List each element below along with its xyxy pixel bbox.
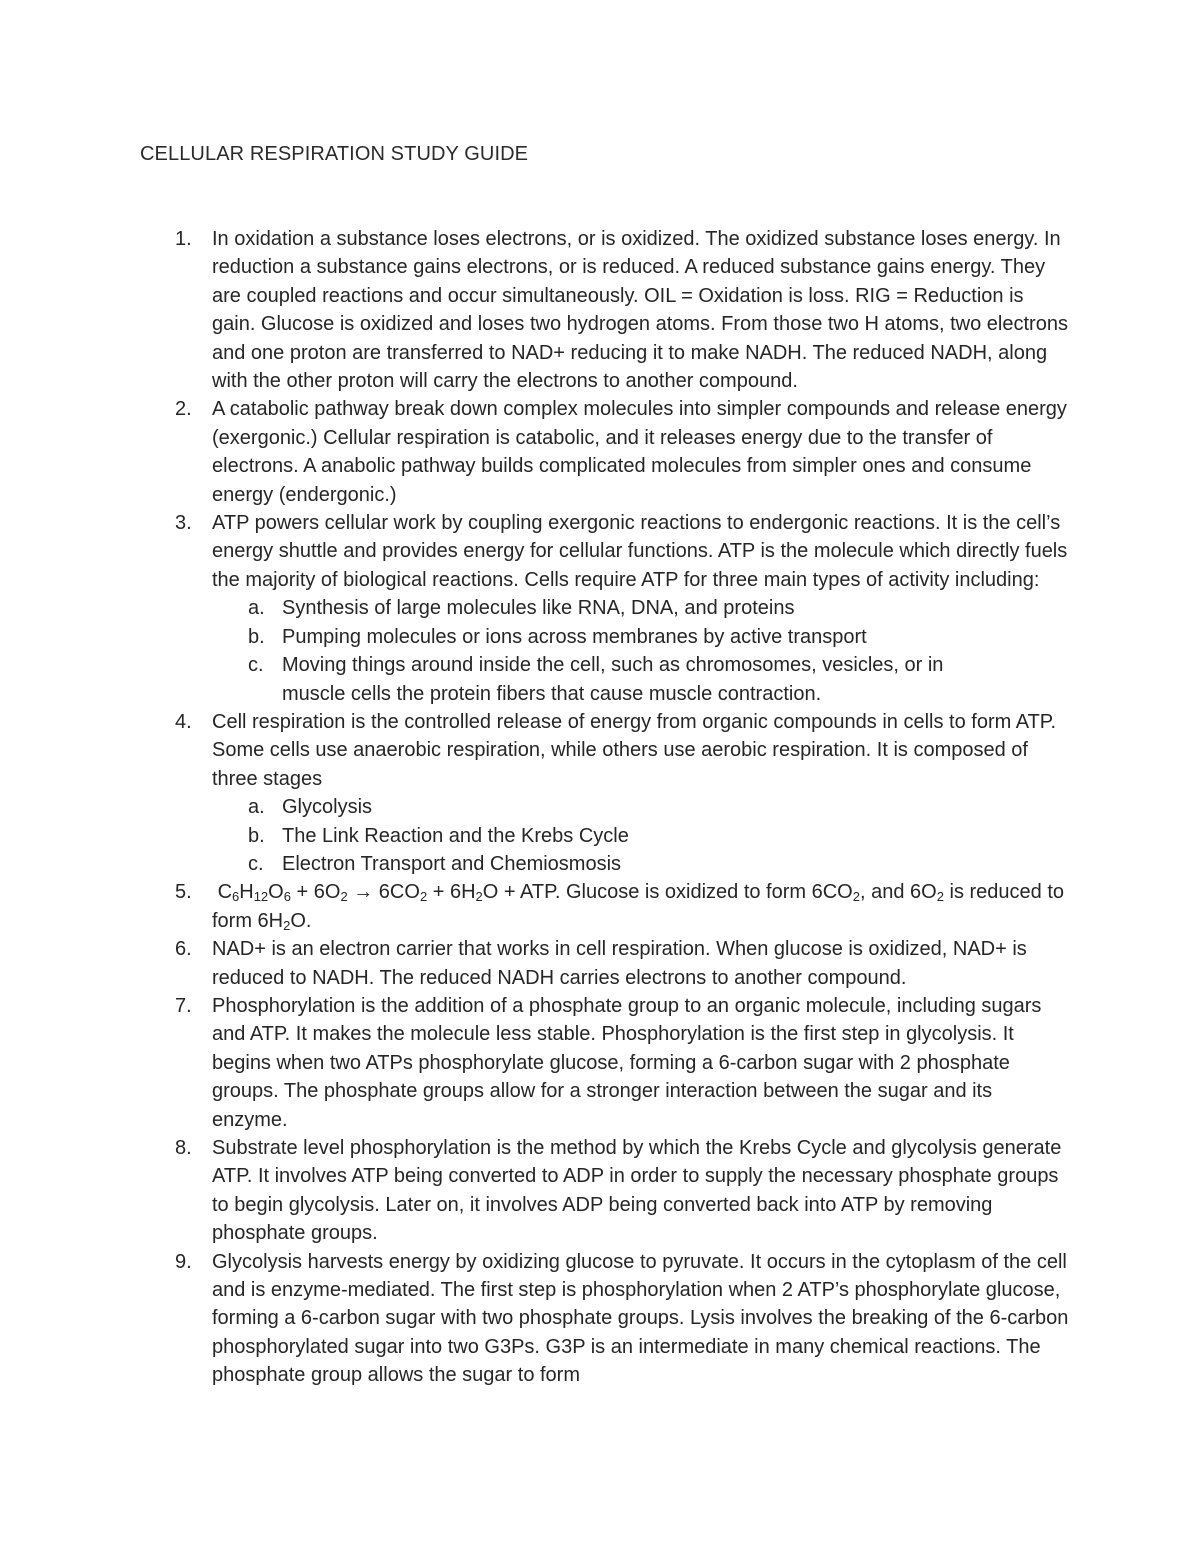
- list-item-text: Cell respiration is the controlled release of energy from organic compounds in cells to form ATP. Some cells use anaerobic respiration, while others use aerobic respiration. It is composed of three stages: [212, 710, 1057, 790]
- sub-list-marker: a.: [248, 796, 265, 819]
- list-item-9: [0, 1248, 1072, 1390]
- list-item-text: Substrate level phosphorylation is the method by which the Krebs Cycle and glycolysis generate ATP. It involves ATP being converted to ADP in order to supply the necessary phosphate groups to begin glycolysis. Later on, it involves ADP being converted back into ATP by removing phosphate groups.: [212, 1137, 1062, 1245]
- list-item-3: [0, 509, 1072, 708]
- eq-text: O + ATP. Glucose is oxidized to form 6CO: [482, 881, 853, 904]
- respiration-equation: [212, 881, 1064, 931]
- list-marker: 3.: [175, 512, 192, 535]
- list-item-text: ATP powers cellular work by coupling exergonic reactions to endergonic reactions. It is the cell’s energy shuttle and provides energy for cellular functions. ATP is the molecule which directly fuels the majority of biological reactions. Cells require ATP for three main types of activity including:: [212, 512, 1068, 591]
- eq-text: O.: [290, 909, 312, 932]
- sub-list-item-text: Glycolysis: [282, 796, 373, 819]
- document-title: CELLULAR RESPIRATION STUDY GUIDE: [140, 143, 529, 165]
- eq-sub: 6: [283, 889, 291, 905]
- eq-sub: 6: [232, 889, 240, 905]
- list-marker: 4.: [175, 710, 192, 733]
- list-marker: 2.: [175, 398, 192, 421]
- sub-list-item-text: Synthesis of large molecules like RNA, DNA, and proteins: [282, 597, 795, 620]
- eq-text: → 6CO: [347, 881, 420, 904]
- eq-sub: 2: [475, 889, 483, 905]
- sub-list-item: [212, 594, 1012, 622]
- list-item-6: [0, 935, 1072, 992]
- eq-oxygen: O: [268, 881, 284, 904]
- list-item-1: [0, 225, 1072, 395]
- sub-list-marker: c.: [248, 852, 264, 875]
- sub-list-item: [212, 822, 1012, 850]
- eq-sub: 2: [936, 889, 944, 905]
- list-marker: 1.: [175, 228, 192, 250]
- eq-sub: 2: [340, 889, 348, 905]
- sub-list-item-text: The Link Reaction and the Krebs Cycle: [282, 824, 629, 847]
- sub-list-item: [212, 651, 1012, 708]
- sub-list-marker: b.: [248, 625, 265, 648]
- sub-list: [212, 793, 1072, 878]
- list-marker: 9.: [175, 1250, 192, 1273]
- sub-list-marker: a.: [248, 597, 265, 620]
- sub-list-item-text: Electron Transport and Chemiosmosis: [282, 852, 622, 875]
- eq-sub: 12: [253, 889, 269, 905]
- sub-list: [212, 594, 1072, 708]
- sub-list-marker: b.: [248, 824, 265, 847]
- list-marker: 8.: [175, 1137, 192, 1159]
- eq-sub: 2: [419, 889, 428, 905]
- eq-carbon: C: [217, 881, 233, 904]
- numbered-list: [0, 225, 1200, 1390]
- sub-list-marker: c.: [248, 654, 264, 677]
- list-item-text: Glycolysis harvests energy by oxidizing glucose to pyruvate. It occurs in the cytoplasm of the cell and is enzyme-mediated. The first step is phosphorylation when 2 ATP’s phosphorylate glucose, forming a 6-carbon sugar with two phosphate groups. Lysis involves the breaking of the 6-carbon phosphorylated sugar into two G3Ps. G3P is an intermediate in many chemical reactions. The phosphate group allows the sugar to form: [212, 1250, 1069, 1387]
- eq-sub: 2: [283, 917, 291, 933]
- list-item-text: In oxidation a substance loses electrons, or is oxidized. The oxidized substance loses energy. In reduction a substance gains electrons, or is reduced. A reduced substance gains energy. They are coupled reactions and occur simultaneously. OIL = Oxidation is loss. RIG = Reduction is gain. Glucose is oxidized and loses two hydrogen atoms. From those two H atoms, two electrons and one proton are transferred to NAD+ reducing it to make NADH. The reduced NADH, along with the other proton will carry the electrons to another compound.: [212, 228, 1068, 393]
- sub-list-item-text: Pumping molecules or ions across membranes by active transport: [282, 625, 867, 648]
- sub-list-item: [212, 793, 1012, 821]
- eq-hydrogen: H: [239, 881, 254, 904]
- sub-list-item-text: Moving things around inside the cell, such as chromosomes, vesicles, or in muscle cells the protein fibers that cause muscle contraction.: [282, 654, 944, 705]
- list-item-text: NAD+ is an electron carrier that works in cell respiration. When glucose is oxidized, NAD+ is reduced to NADH. The reduced NADH carries electrons to another compound.: [212, 938, 1027, 989]
- eq-text: , and 6O: [859, 881, 937, 904]
- eq-text: + 6H: [427, 881, 476, 904]
- eq-sub: 2: [852, 889, 860, 905]
- sub-list-item: [212, 850, 1012, 878]
- list-item-text: A catabolic pathway break down complex molecules into simpler compounds and release energy (exergonic.) Cellular respiration is catabolic, and it releases energy due to the transfer of electrons. A anabolic pathway builds complicated molecules from simpler ones and consume energy (endergonic.): [212, 398, 1067, 506]
- list-item-text: Phosphorylation is the addition of a phosphate group to an organic molecule, including sugars and ATP. It makes the molecule less stable. Phosphorylation is the first step in glycolysis. It begins when two ATPs phosphorylate glucose, forming a 6-carbon sugar with 2 phosphate groups. The phosphate groups allow for a stronger interaction between the sugar and its enzyme.: [212, 994, 1042, 1131]
- list-item-4: [0, 708, 1072, 878]
- list-marker: 5.: [175, 881, 192, 904]
- list-item-5: [0, 878, 1072, 935]
- list-item-7: [0, 992, 1072, 1134]
- sub-list-item: [212, 623, 1012, 651]
- eq-text: is reduced to form 6H: [212, 881, 1065, 932]
- eq-text: + 6O: [290, 881, 341, 904]
- list-item-2: [0, 395, 1072, 509]
- list-marker: 6.: [175, 938, 192, 961]
- list-item-8: [0, 1134, 1072, 1248]
- list-marker: 7.: [175, 994, 192, 1017]
- document-body: [0, 225, 1200, 1390]
